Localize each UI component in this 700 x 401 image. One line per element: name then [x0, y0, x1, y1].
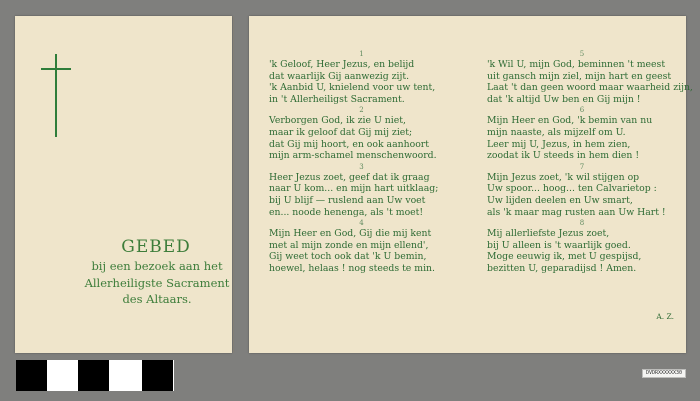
- verse-line: Leer mij U, Jezus, in hem zien,: [487, 138, 631, 150]
- verse-number: 8: [579, 219, 585, 228]
- color-scale-bar: [16, 360, 174, 391]
- card-title: GEBED: [121, 237, 191, 257]
- verse-line: Uw lijden deelen en Uw smart,: [487, 194, 633, 206]
- verse-line: in 't Allerheiligst Sacrament.: [269, 93, 405, 105]
- verse-line: 'k Wil U, mijn God, beminnen 't meest: [487, 59, 666, 70]
- verse-line: 'k Geloof, Heer Jezus, en belijd: [269, 59, 415, 70]
- verse-line: dat waarlijk Gij aanwezig zijt.: [269, 70, 410, 82]
- verse-number: 4: [359, 219, 364, 228]
- verse-line: met al mijn zonde en mijn ellend',: [269, 239, 429, 251]
- verse-line: en... noode henenga, als 't moet!: [269, 206, 424, 218]
- subtitle-line: des Altaars.: [122, 292, 192, 306]
- verse-line: Mijn Heer en God, 'k bemin van nu: [487, 115, 653, 127]
- verse-number: 3: [359, 162, 364, 171]
- verses-left-column: [269, 50, 454, 275]
- verse-line: mijn naaste, als mijzelf om U.: [487, 126, 626, 138]
- author-initials: A. Z.: [656, 312, 674, 321]
- scale-block-black: [78, 360, 109, 391]
- archive-id-label: DVDRXXXXXX30: [642, 369, 686, 378]
- prayer-card-front: [15, 16, 232, 353]
- verse-number: 5: [579, 50, 585, 58]
- verses-right-column: [487, 50, 693, 275]
- verse-number: 2: [359, 106, 364, 115]
- prayer-card-inside: [249, 16, 693, 353]
- verse-number: 7: [579, 162, 585, 171]
- verse-line: dat 'k altijd Uw ben en Gij mijn !: [487, 93, 641, 105]
- verse-line: dat Gij mij hoort, en ook aanhoort: [269, 138, 429, 150]
- verse-line: Moge eeuwig ik, met U gespijsd,: [487, 251, 642, 263]
- verse-line: Mijn Jezus zoet, 'k wil stijgen op: [487, 171, 640, 183]
- verse-line: naar U kom... en mijn hart uitklaag;: [269, 183, 439, 195]
- verse-line: Laat 't dan geen woord maar waarheid zijn,: [487, 82, 693, 94]
- subtitle-line: Allerheiligste Sacrament: [84, 275, 230, 290]
- cross-icon: [55, 54, 57, 137]
- verse-line: Mijn Heer en God, Gij die mij kent: [269, 228, 432, 240]
- verse-line: mijn arm-schamel menschenwoord.: [269, 150, 437, 162]
- verse-line: 'k Aanbid U, knielend voor uw tent,: [269, 82, 436, 94]
- verse-line: bij U blijf — ruslend aan Uw voet: [269, 194, 426, 206]
- scale-block-black: [142, 360, 173, 391]
- verse-line: als 'k maar mag rusten aan Uw Hart !: [487, 206, 666, 218]
- verse-line: zoodat ik U steeds in hem dien !: [487, 150, 640, 162]
- verse-line: Gij weet toch ook dat 'k U bemin,: [269, 251, 427, 263]
- card-subtitle: [73, 258, 241, 308]
- verse-line: Mij allerliefste Jezus zoet,: [487, 228, 610, 240]
- scale-block-black: [16, 360, 47, 391]
- verse-number: 6: [579, 106, 585, 115]
- verse-line: maar ik geloof dat Gij mij ziet;: [269, 126, 413, 138]
- verse-line: bij U alleen is 't waarlijk goed.: [487, 239, 631, 251]
- verse-line: Verborgen God, ik zie U niet,: [269, 115, 406, 127]
- verse-line: Uw spoor... hoog... ten Calvarietop :: [487, 183, 657, 195]
- verse-line: bezitten U, geparadijsd ! Amen.: [487, 262, 637, 274]
- cross-icon-bar: [41, 68, 71, 70]
- subtitle-line: bij een bezoek aan het: [91, 259, 223, 273]
- verse-line: Heer Jezus zoet, geef dat ik graag: [269, 171, 430, 183]
- verse-line: hoewel, helaas ! nog steeds te min.: [269, 262, 436, 274]
- verse-line: uit gansch mijn ziel, mijn hart en geest: [487, 70, 672, 82]
- verse-number: 1: [359, 50, 364, 58]
